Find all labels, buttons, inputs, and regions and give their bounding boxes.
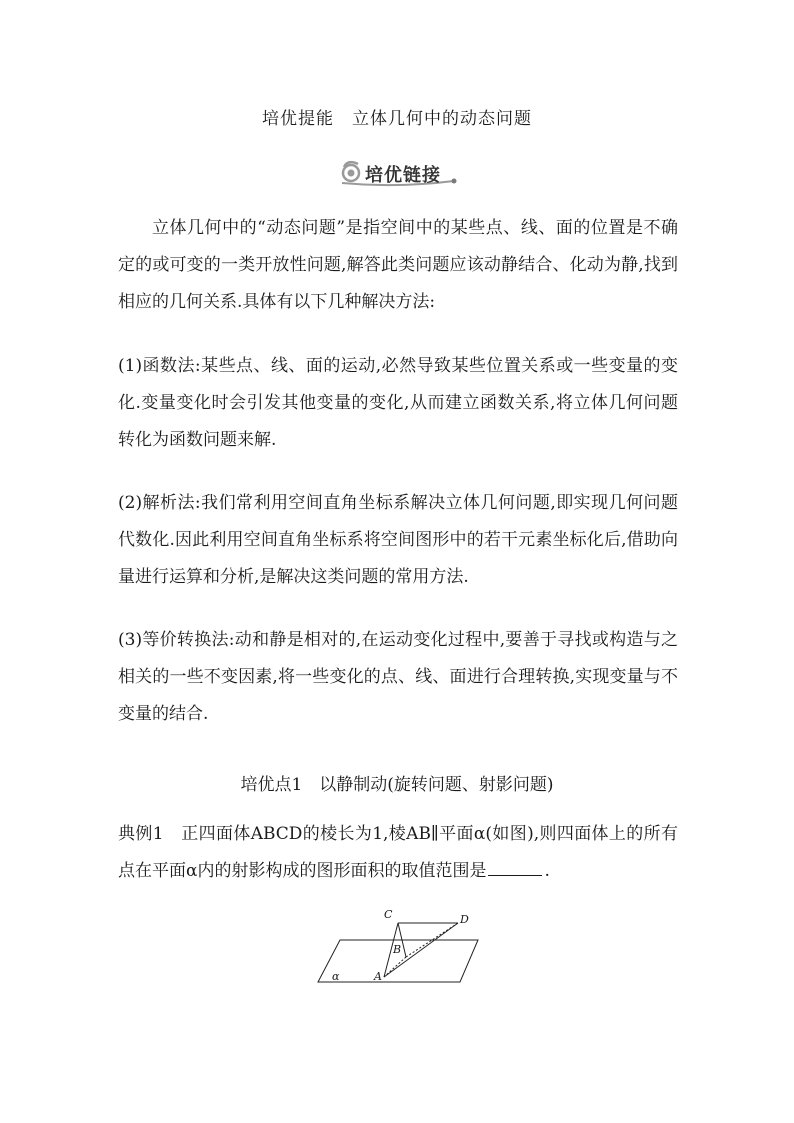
section-heading: 培优点1 以静制动(旋转问题、射影问题) [240, 775, 554, 795]
example-text: 典例1 正四面体ABCD的棱长为1,棱AB∥平面α(如图),则四面体上的所有点在平面α内的射影构成的图形面积的取值范围是 [118, 824, 678, 881]
swirl-icon [343, 162, 359, 181]
page-title: 培优提能 立体几何中的动态问题 [262, 109, 532, 129]
label-alpha: α [332, 970, 340, 983]
example-problem [118, 816, 678, 890]
label-c: C [384, 908, 393, 921]
method-function: (1)函数法:某些点、线、面的运动,必然导致某些位置关系或一些变量的变化.变量变化时会引发其他变量的变化,从而建立函数关系,将立体几何问题转化为函数问题来解. [118, 356, 678, 450]
answer-blank [488, 861, 542, 876]
tetrahedron-figure [310, 910, 490, 990]
label-b: B [393, 943, 402, 956]
method-equivalent: (3)等价转换法:动和静是相对的,在运动变化过程中,要善于寻找或构造与之相关的一些不变因素,将一些变化的点、线、面进行合理转换,实现变量与不变量的结合. [118, 630, 678, 724]
section-banner [338, 155, 458, 189]
label-d: D [460, 913, 469, 926]
banner-label: 培优链接 [365, 165, 441, 186]
intro-paragraph: 立体几何中的“动态问题”是指空间中的某些点、线、面的位置是不确定的或可变的一类开放性问题,解答此类问题应该动静结合、化动为静,找到相应的几何关系.具体有以下几种解决方法: [118, 218, 678, 312]
edge-ba [384, 957, 406, 977]
method-analytic: (2)解析法:我们常利用空间直角坐标系解决立体几何问题,即实现几何问题代数化.因此利用空间直角坐标系将空间图形中的若干元素坐标化后,借助向量进行运算和分析,是解决这类问题的常用方法. [118, 493, 678, 587]
label-a: A [374, 970, 382, 983]
example-end: . [544, 861, 550, 881]
